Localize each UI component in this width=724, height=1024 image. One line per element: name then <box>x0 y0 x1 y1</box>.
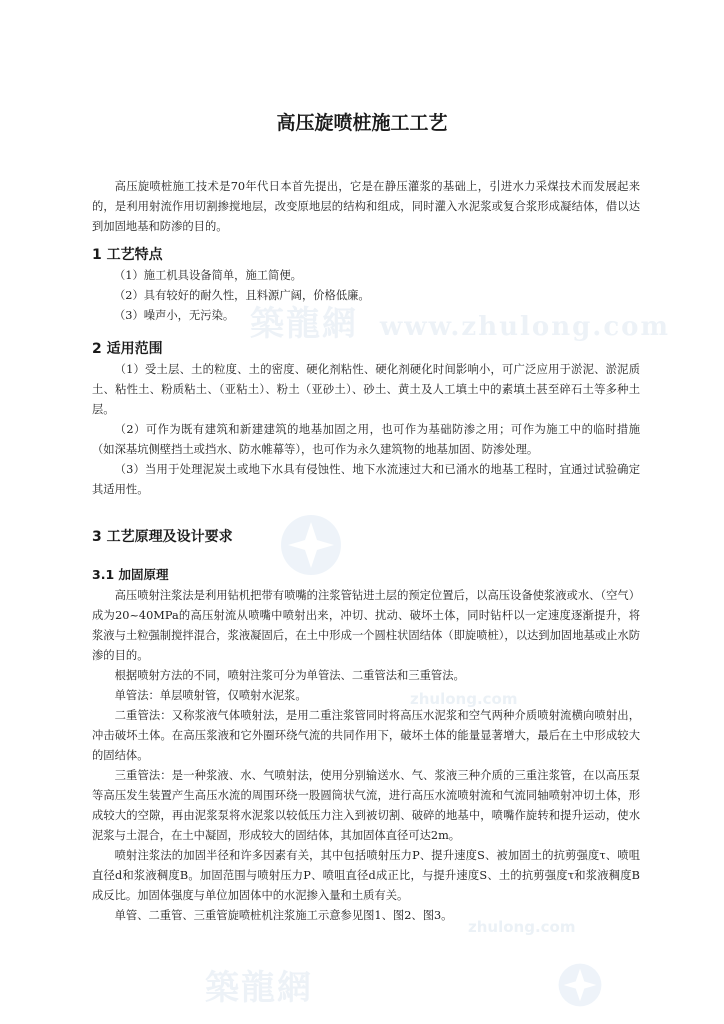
section-2-paragraph: （2）可作为既有建筑和新建建筑的地基加固之用，也可作为基础防渗之用；可作为施工中的临时措施（如深基坑侧壁挡土或挡水、防水帷幕等），也可作为永久建筑物的地基加固、防渗处理。 <box>92 423 640 456</box>
section-1 <box>92 244 640 326</box>
watermark-site-bottom: zhulong.com <box>468 918 576 936</box>
intro-block <box>92 177 640 237</box>
section-2 <box>92 338 640 500</box>
watermark-logo-icon-bottom <box>555 960 605 1010</box>
section-3-1-heading: 3.1 加固原理 <box>92 567 169 582</box>
section-3-1-paragraph: 三重管法：是一种浆液、水、气喷射法，使用分别输送水、气、浆液三种介质的三重注浆管，在以高压泵等高压发生装置产生高压水流的周围环绕一股圆筒状气流，进行高压水流喷射流和气流同轴喷射冲切土体，形成较大的空隙，再由泥浆泵将水泥浆以较低压力注入到被切割、破碎的地基中，喷嘴作旋转和提升运动，使水泥浆与土混合，在土中凝固，形成较大的固结体，其加固体直径可达2m。 <box>92 769 640 842</box>
intro-paragraph: 高压旋喷桩施工技术是70年代日本首先提出，它是在静压灌浆的基础上，引进水力采煤技术而发展起来的，是利用射流作用切割掺搅地层，改变原地层的结构和组成，同时灌入水泥浆或复合浆形成凝结体，借以达到加固地基和防渗的目的。 <box>92 180 640 233</box>
section-3-heading: 3 工艺原理及设计要求 <box>92 529 233 545</box>
section-3-1 <box>92 564 640 926</box>
section-3-1-paragraph: 二重管法：又称浆液气体喷射法，是用二重注浆管同时将高压水泥浆和空气两种介质喷射流横向喷射出，冲击破坏土体。在高压浆液和它外圈环绕气流的共同作用下，破坏土体的能量显著增大，最后在土中形成较大的固结体。 <box>92 709 640 762</box>
watermark-brand-bottom: 築龍網 <box>205 968 313 1008</box>
watermark-brand-top: 築龍網 www.zhulong.com <box>250 304 671 344</box>
section-3-1-paragraph: 高压喷射注浆法是利用钻机把带有喷嘴的注浆管钻进土层的预定位置后，以高压设备使浆液或水、（空气）成为20~40MPa的高压射流从喷嘴中喷射出来，冲切、扰动、破坏土体，同时钻杆以一定速度逐渐提升，将浆液与土粒强制搅拌混合，浆液凝固后，在土中形成一个圆柱状固结体（即旋喷桩），以达到加固地基或止水防渗的目的。 <box>92 589 640 662</box>
section-2-paragraph: （3）当用于处理泥炭土或地下水具有侵蚀性、地下水流速过大和已涌水的地基工程时，宜通过试验确定其适用性。 <box>92 463 640 496</box>
section-3-1-paragraph: 单管法：单层喷射管，仅喷射水泥浆。 <box>114 689 307 702</box>
section-3-1-paragraph: 根据喷射方法的不同，喷射注浆可分为单管法、二重管法和三重管法。 <box>114 669 465 682</box>
section-1-item: （2）具有较好的耐久性，且料源广阔，价格低廉。 <box>114 289 370 302</box>
section-1-item: （3）噪声小，无污染。 <box>114 309 235 322</box>
section-3 <box>92 526 640 548</box>
watermark-site-mid: zhulong.com <box>410 690 518 708</box>
section-3-1-paragraph: 单管、二重管、三重管旋喷桩机注浆施工示意参见图1、图2、图3。 <box>114 909 453 922</box>
section-3-1-paragraph: 喷射注浆法的加固半径和许多因素有关，其中包括喷射压力P、提升速度S、被加固土的抗剪强度τ、喷咀直径d和浆液稠度B。加固范围与喷射压力P、喷咀直径d成正比，与提升速度S、土的抗剪强度τ和浆液稠度B成反比。加固体强度与单位加固体中的水泥掺入量和土质有关。 <box>92 849 640 902</box>
section-2-heading: 2 适用范围 <box>92 341 163 357</box>
section-2-paragraph: （1）受土层、土的粒度、土的密度、硬化剂粘性、硬化剂硬化时间影响小，可广泛应用于淤泥、淤泥质土、粘性土、粉质粘土、（亚粘土）、粉土（亚砂土）、砂土、黄土及人工填土中的素填土甚至碎石土等多种土层。 <box>92 363 640 416</box>
section-1-heading: 1 工艺特点 <box>92 247 163 263</box>
section-1-item: （1）施工机具设备简单，施工简便。 <box>114 269 302 282</box>
page-title: 高压旋喷桩施工工艺 <box>276 112 448 134</box>
